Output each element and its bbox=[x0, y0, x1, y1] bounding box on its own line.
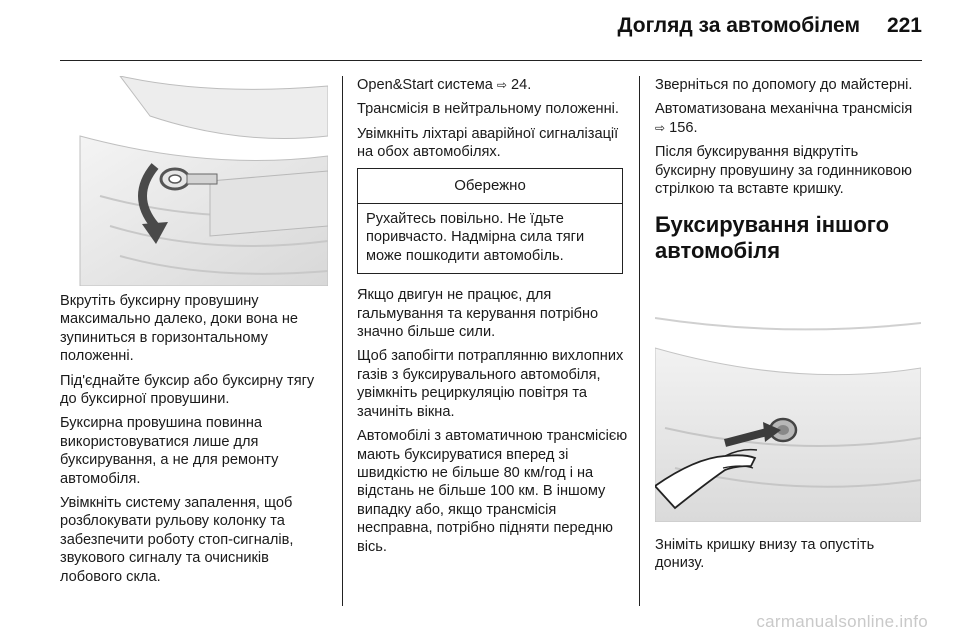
page-number: 221 bbox=[886, 14, 922, 37]
paragraph: Під'єднайте буксир або буксирну тягу до буксирної провушини. bbox=[60, 372, 315, 408]
towing-eye-illustration bbox=[60, 76, 328, 286]
paragraph: Зверніться по допомогу до майстерні. bbox=[655, 77, 913, 93]
column-2 bbox=[357, 76, 629, 562]
open-start-text: Open&Start система bbox=[357, 77, 497, 93]
page-reference: 156. bbox=[669, 119, 698, 136]
column-divider-right bbox=[639, 76, 640, 606]
paragraph: Після буксирування відкрутіть буксирну провушину за годинниковою стрілкою та вставте кришку. bbox=[655, 144, 912, 198]
warning-text: Рухайтесь повільно. Не їдьте поривчасто. Надмірна сила тяги може пошкодити автомобіль. bbox=[366, 211, 585, 264]
page-header-title: Догляд за автомобілем bbox=[617, 14, 860, 37]
warning-title: Обережно bbox=[358, 169, 622, 204]
paragraph: Якщо двигун не працює, для гальмування та керування потрібно значно більше сили. bbox=[357, 287, 599, 341]
figure-caption: Зніміть кришку внизу та опустіть донизу. bbox=[655, 537, 875, 572]
column-3 bbox=[655, 76, 923, 276]
paragraph-open-start bbox=[357, 76, 629, 94]
bumper-cover-illustration bbox=[655, 308, 921, 522]
transmission-text: Автоматизована механічна трансмісія bbox=[655, 101, 913, 118]
reference-arrow-icon: ⇨ bbox=[655, 120, 666, 135]
paragraph: Увімкніть систему запалення, щоб розблокувати рульову колонку та забезпечити роботу стоп-сигналів, звукового сигналу та очисників лобового скла. bbox=[60, 495, 294, 585]
page-reference: 24. bbox=[511, 77, 532, 93]
watermark: carmanualsonline.info bbox=[756, 612, 928, 631]
section-heading: Буксирування іншого автомобіля bbox=[655, 212, 890, 264]
paragraph-transmission bbox=[655, 100, 923, 137]
header-rule bbox=[60, 60, 922, 61]
paragraph: Щоб запобігти потраплянню вихлопних газів з буксирувального автомобіля, увімкніть рециркуляцію повітря та зачиніть вікна. bbox=[357, 348, 624, 420]
paragraph: Увімкніть ліхтарі аварійної сигналізації на обох автомобілях. bbox=[357, 125, 619, 161]
paragraph: Автомобілі з автоматичною трансмісією мають буксируватися вперед зі швидкістю не більше 80 км/год і на відстань не більше 100 км. В іншому випадку або, якщо трансмісія несправна, потрібно підняти передню вісь. bbox=[357, 428, 628, 555]
paragraph: Буксирна провушина повинна використовуватися лише для буксирування, а не для ремонту автомобіля. bbox=[60, 415, 279, 487]
column-divider-left bbox=[342, 76, 343, 606]
column-1 bbox=[60, 292, 332, 592]
paragraph: Вкрутіть буксирну провушину максимально далеко, доки вона не зупиниться в горизонтальному положенні. bbox=[60, 293, 299, 365]
reference-arrow-icon: ⇨ bbox=[496, 78, 507, 92]
warning-box bbox=[357, 168, 623, 275]
paragraph: Трансмісія в нейтральному положенні. bbox=[357, 101, 619, 118]
